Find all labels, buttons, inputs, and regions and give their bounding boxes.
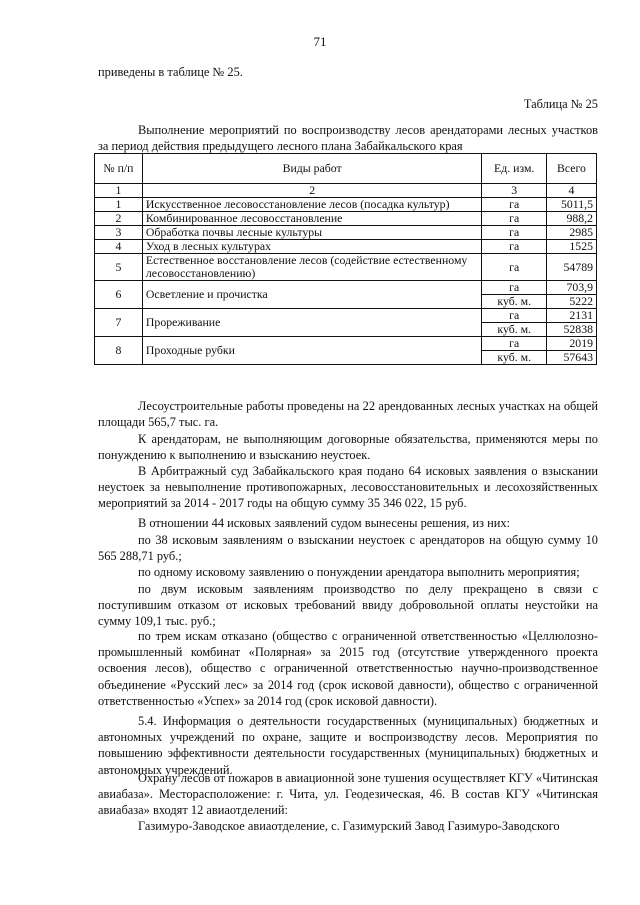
row-total: 5222 — [546, 295, 596, 309]
paragraph: по трем искам отказано (общество с ограниченной ответственностью «Целлюлозно-промышленный комбинат «Полярная» за 2015 год (отсутствие утвержденного проекта освоения лесов), общество с ограниченной ответственностью научно-производственное объединение «Русский лес» за 2014 год (срок исковой давности), общество с ограниченной ответственностью «Успех» за 2014 год (срок исковой давности). — [98, 629, 598, 708]
row-total: 2131 — [546, 309, 596, 323]
row-total: 52838 — [546, 323, 596, 337]
header-total: Всего — [546, 154, 596, 184]
row-num: 4 — [95, 240, 143, 254]
row-work: Осветление и прочистка — [142, 281, 482, 309]
row-num: 3 — [95, 226, 143, 240]
paragraph: Лесоустроительные работы проведены на 22 арендованных лесных участках на общей площади 565,7 тыс. га. — [98, 399, 598, 430]
table-row — [95, 226, 597, 240]
paragraph: Газимуро-Заводское авиаотделение, с. Газимурский Завод Газимуро-Заводского — [138, 819, 560, 833]
row-work: Искусственное лесовосстановление лесов (посадка культур) — [142, 198, 482, 212]
row-total: 1525 — [546, 240, 596, 254]
works-table — [94, 153, 597, 365]
row-num: 7 — [95, 309, 143, 337]
row-total: 57643 — [546, 351, 596, 365]
row-unit: га — [482, 281, 547, 295]
page-number: 71 — [313, 34, 327, 49]
row-unit: га — [482, 254, 547, 281]
col-number: 3 — [482, 184, 547, 198]
paragraph: В Арбитражный суд Забайкальского края подано 64 исковых заявления о взыскании неустоек за невыполнение противопожарных, лесовосстановительных и лесохозяйственных мероприятий за 2014 - 2017 годы на общую сумму 35 346 022, 15 руб. — [98, 464, 598, 511]
row-work: Уход в лесных культурах — [142, 240, 482, 254]
paragraph: В отношении 44 исковых заявлений судом вынесены решения, из них: — [138, 516, 510, 530]
paragraph: К арендаторам, не выполняющим договорные обязательства, применяются меры по понуждению к выполнению и взысканию неустоек. — [98, 432, 598, 463]
row-work: Проходные рубки — [142, 337, 482, 365]
row-num: 1 — [95, 198, 143, 212]
row-work: Естественное восстановление лесов (содействие естественному лесовосстановлению) — [142, 254, 482, 281]
row-unit: га — [482, 212, 547, 226]
row-unit: га — [482, 198, 547, 212]
table-row — [95, 240, 597, 254]
row-num: 6 — [95, 281, 143, 309]
paragraph: Охрану лесов от пожаров в авиационной зоне тушения осуществляет КГУ «Читинская авиабаза». Месторасположение: г. Чита, ул. Геодезическая, 46. В состав КГУ «Читинская авиабаза» входят 12 авиаотделений: — [98, 771, 598, 818]
table-row — [95, 198, 597, 212]
table-row — [95, 309, 597, 323]
row-total: 54789 — [546, 254, 596, 281]
intro-text: приведены в таблице № 25. — [98, 65, 243, 79]
row-total: 2985 — [546, 226, 596, 240]
header-unit: Ед. изм. — [482, 154, 547, 184]
paragraph: 5.4. Информация о деятельности государственных (муниципальных) бюджетных и автономных учреждений по охране, защите и воспроизводству лесов. Мероприятия по повышению эффективности деятельности государственных (муниципальных) бюджетных и автономных учреждений. — [98, 714, 598, 777]
header-work: Виды работ — [142, 154, 482, 184]
row-unit: га — [482, 309, 547, 323]
table-label: Таблица № 25 — [523, 97, 598, 111]
paragraph: по 38 исковым заявлениям о взыскании неустоек с арендаторов на общую сумму 10 565 288,71 руб.; — [98, 533, 598, 564]
paragraph: по двум исковым заявлениям производство по делу прекращено в связи с поступившим отказом от исковых требований ввиду добровольной оплаты неустойки на сумму 109,1 тыс. руб.; — [98, 582, 598, 629]
table-row — [95, 281, 597, 295]
col-number: 4 — [546, 184, 596, 198]
table-title: Выполнение мероприятий по воспроизводству лесов арендаторами лесных участков за период действия предыдущего лесного плана Забайкальского края — [98, 123, 598, 154]
row-total: 2019 — [546, 337, 596, 351]
row-unit: га — [482, 337, 547, 351]
table-row — [95, 254, 597, 281]
row-unit: куб. м. — [482, 295, 547, 309]
row-total: 703,9 — [546, 281, 596, 295]
row-num: 8 — [95, 337, 143, 365]
row-unit: га — [482, 240, 547, 254]
row-total: 988,2 — [546, 212, 596, 226]
row-work: Прореживание — [142, 309, 482, 337]
header-num: № п/п — [95, 154, 143, 184]
table-row — [95, 337, 597, 351]
col-number: 1 — [95, 184, 143, 198]
row-work: Обработка почвы лесные культуры — [142, 226, 482, 240]
paragraph: по одному исковому заявлению о понуждении арендатора выполнить мероприятия; — [138, 565, 580, 579]
row-unit: га — [482, 226, 547, 240]
row-unit: куб. м. — [482, 323, 547, 337]
row-unit: куб. м. — [482, 351, 547, 365]
table-row — [95, 212, 597, 226]
row-work: Комбинированное лесовосстановление — [142, 212, 482, 226]
row-num: 2 — [95, 212, 143, 226]
row-total: 5011,5 — [546, 198, 596, 212]
row-num: 5 — [95, 254, 143, 281]
col-number: 2 — [142, 184, 482, 198]
